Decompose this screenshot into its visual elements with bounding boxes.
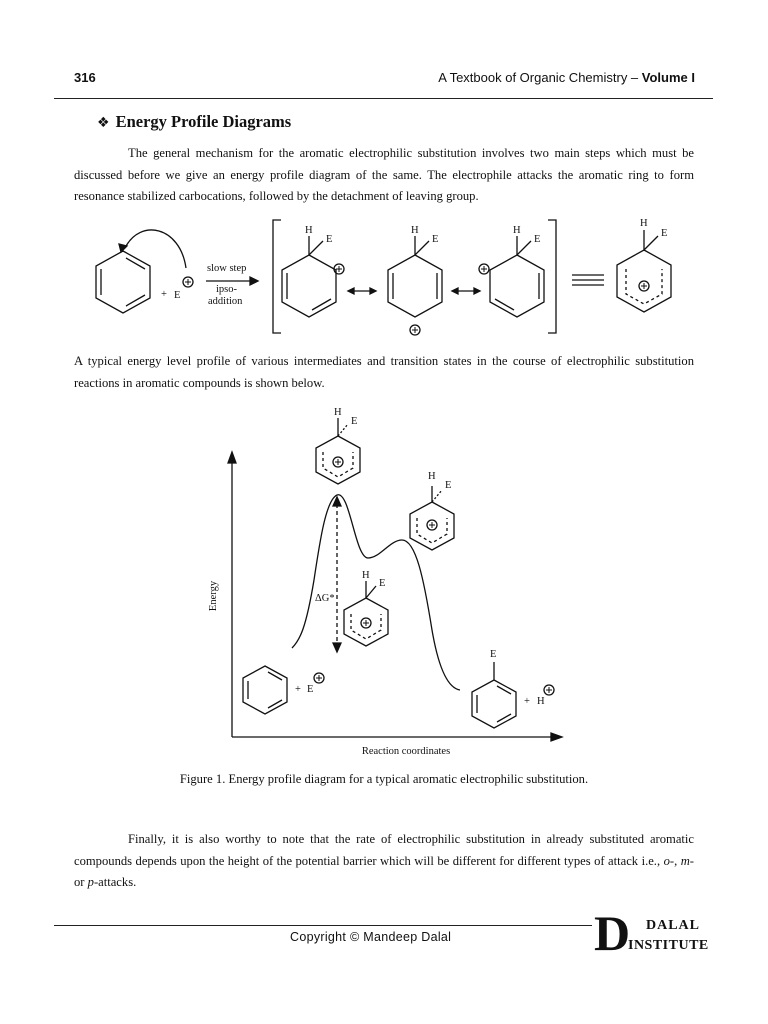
footer-rule (54, 925, 592, 926)
ts1-h-label: H (334, 407, 342, 418)
x-axis-label: Reaction coordinates (361, 746, 451, 757)
delta-g-label: ΔG* (315, 593, 335, 604)
int-e-label: E (379, 578, 386, 589)
energy-profile-diagram (0, 400, 768, 765)
e-label-hybrid: E (661, 228, 668, 239)
bullet-icon: ❖ (97, 115, 110, 131)
e-label-1: E (326, 234, 333, 245)
p3-sep2: - or (74, 853, 694, 889)
logo-line-1: DALAL (646, 918, 701, 933)
mechanism-scheme (0, 208, 768, 343)
product-e-label: E (490, 649, 497, 660)
ts2-h-label: H (428, 471, 436, 482)
transition-state-1 (316, 418, 360, 484)
h-label-3: H (513, 225, 521, 236)
paragraph-conclusion (74, 829, 694, 894)
e-label-2: E (432, 234, 439, 245)
running-header (438, 70, 695, 85)
paragraph-intro: The general mechanism for the aromatic electrophilic substitution involves two main steps which must be discussed before we give an energy profile diagram of the same. The electrophile attacks the aromatic ring to form resonance stabilized carbocations, followed by the detachment of leaving group. (74, 146, 694, 203)
sigma-complex-intermediate (344, 581, 388, 646)
product-substituted-benzene (472, 662, 516, 728)
arrow-label-addition: addition (208, 296, 243, 307)
ortho-label: o (663, 853, 670, 868)
product-h-label: H (537, 696, 545, 707)
h-label-2: H (411, 225, 419, 236)
int-h-label: H (362, 570, 370, 581)
paragraph-energy-intro: A typical energy level profile of various intermediates and transition states in the course of electrophilic substitution reactions in aromatic compounds is shown below. (74, 354, 694, 390)
ts1-e-label: E (351, 416, 358, 427)
sigma-complex-2 (388, 236, 442, 317)
transition-state-2 (410, 486, 454, 550)
arrow-label-ipso: ipso- (216, 284, 237, 295)
y-axis-label: Energy (208, 580, 219, 612)
resonance-hybrid (617, 230, 671, 312)
reactant-e-label: E (307, 684, 314, 695)
header-rule (54, 98, 713, 99)
h-label-hybrid: H (640, 218, 648, 229)
logo-line-2: INSTITUTE (628, 938, 709, 953)
copyright-text: Copyright © Mandeep Dalal (290, 930, 452, 944)
para-label: p (87, 875, 94, 889)
arrow-label-slow-step: slow step (207, 263, 247, 274)
e-label-3: E (534, 234, 541, 245)
sigma-complex-1 (282, 236, 336, 317)
p3-sep1: -, (669, 853, 681, 868)
h-label-1: H (305, 225, 313, 236)
reactant-plus: + (295, 684, 301, 695)
logo-letter: D (594, 905, 631, 961)
plus-sign: + (161, 289, 167, 300)
sigma-complex-3 (490, 236, 544, 317)
ts2-e-label: E (445, 480, 452, 491)
product-plus: + (524, 696, 530, 707)
reactant-benzene (243, 666, 287, 714)
section-title-text: Energy Profile Diagrams (115, 112, 292, 131)
p3-end: -attacks. (93, 875, 137, 889)
figure-caption: Figure 1. Energy profile diagram for a typical aromatic electrophilic substitution. (179, 772, 589, 786)
section-title (97, 112, 291, 132)
page-number: 316 (74, 70, 96, 85)
benzene-ring (96, 251, 150, 313)
p3-text: Finally, it is also worthy to note that the rate of electrophilic substitution in already substituted aromatic compounds depends upon the height of the potential barrier which will be different for different types of attack i.e., (74, 832, 694, 868)
meta-label: m (680, 853, 690, 868)
book-title: A Textbook of Organic Chemistry – (438, 70, 642, 85)
volume-label: Volume I (641, 70, 695, 85)
electrophile-label: E (174, 290, 181, 301)
dalal-institute-logo (594, 905, 724, 961)
